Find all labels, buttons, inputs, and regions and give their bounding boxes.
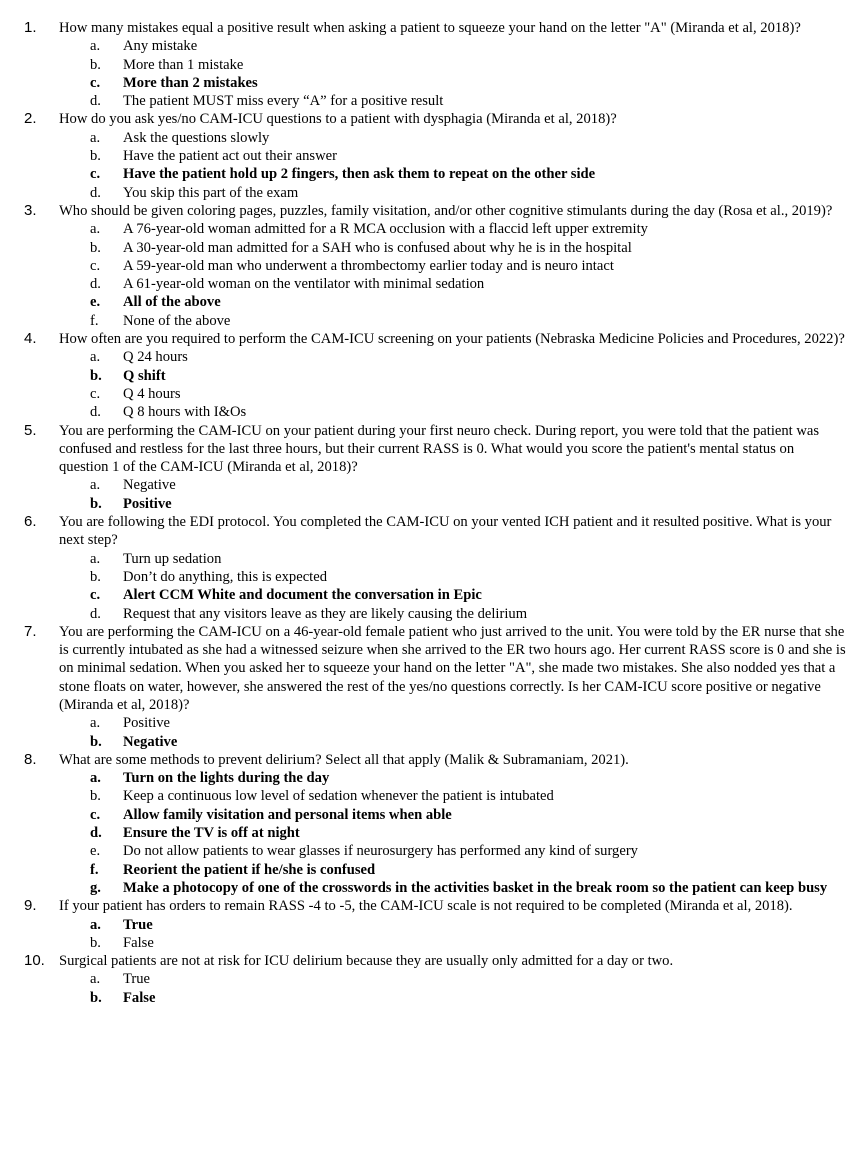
option-letter: d. bbox=[90, 605, 101, 622]
answer-option bbox=[24, 92, 846, 110]
answer-option-correct bbox=[24, 916, 846, 934]
answer-option bbox=[24, 348, 846, 366]
option-letter: c. bbox=[90, 385, 101, 402]
option-text: Q 4 hours bbox=[123, 385, 181, 402]
option-text: None of the above bbox=[123, 312, 231, 329]
option-text: A 76-year-old woman admitted for a R MCA occlusion with a flaccid left upper extremity bbox=[123, 221, 648, 238]
answer-option bbox=[24, 147, 846, 165]
answer-option-correct bbox=[24, 495, 846, 513]
answer-options bbox=[24, 220, 846, 330]
question-row bbox=[24, 330, 846, 348]
answer-option bbox=[24, 934, 846, 952]
question-1 bbox=[24, 19, 846, 110]
option-text: Allow family visitation and personal items when able bbox=[123, 806, 452, 823]
answer-option-correct bbox=[24, 733, 846, 751]
option-letter: a. bbox=[90, 770, 101, 787]
option-text: Reorient the patient if he/she is confused bbox=[123, 861, 376, 878]
option-text: Negative bbox=[123, 477, 176, 494]
question-number: 10. bbox=[24, 952, 45, 970]
option-text: Request that any visitors leave as they are likely causing the delirium bbox=[123, 605, 528, 622]
answer-options bbox=[24, 970, 846, 1007]
answer-option-correct bbox=[24, 367, 846, 385]
option-text: A 30-year-old man admitted for a SAH who is confused about why he is in the hospital bbox=[123, 239, 632, 256]
answer-options bbox=[24, 550, 846, 623]
question-number: 5. bbox=[24, 421, 37, 439]
question-4 bbox=[24, 330, 846, 421]
option-letter: c. bbox=[90, 166, 101, 183]
option-text: Do not allow patients to wear glasses if neurosurgery has performed any kind of surgery bbox=[123, 843, 638, 860]
question-row bbox=[24, 897, 846, 915]
option-letter: b. bbox=[90, 568, 101, 585]
answer-option bbox=[24, 239, 846, 257]
answer-option bbox=[24, 220, 846, 238]
question-row bbox=[24, 422, 846, 477]
option-letter: f. bbox=[90, 861, 99, 878]
answer-option bbox=[24, 385, 846, 403]
option-text: Ensure the TV is off at night bbox=[123, 825, 300, 842]
answer-option bbox=[24, 184, 846, 202]
question-number: 6. bbox=[24, 513, 37, 531]
question-row bbox=[24, 202, 846, 220]
question-text: You are performing the CAM-ICU on a 46-year-old female patient who just arrived to the unit. You were told by the ER nurse that she is currently intubated as she had a witnessed seizure when she arrived to the ER two hours ago. Her current RASS score is 0 and she is on minimal sedation. When you asked her to squeeze your hand on the letter "A", she made two mistakes. She also nodded yes that a stone floats on water, however, she answered the rest of the yes/no questions correctly. Is her CAM-ICU score positive or negative (Miranda et al, 2018)? bbox=[59, 623, 846, 713]
question-number: 7. bbox=[24, 622, 37, 640]
option-text: False bbox=[123, 934, 154, 951]
option-letter: b. bbox=[90, 495, 102, 512]
option-letter: d. bbox=[90, 825, 102, 842]
question-text: Who should be given coloring pages, puzzles, family visitation, and/or other cognitive stimulants during the day (Rosa et al., 2019)? bbox=[59, 202, 833, 219]
answer-option-correct bbox=[24, 861, 846, 879]
option-letter: a. bbox=[90, 477, 101, 494]
question-text: You are performing the CAM-ICU on your patient during your first neuro check. During report, you were told that the patient was confused and restless for the last three hours, but their current RASS is 0. What would you score the patient's mental status on question 1 of the CAM-ICU (Miranda et al, 2018)? bbox=[59, 422, 820, 476]
option-letter: a. bbox=[90, 38, 101, 55]
question-number: 1. bbox=[24, 19, 37, 36]
option-text: A 59-year-old man who underwent a thrombectomy earlier today and is neuro intact bbox=[123, 257, 614, 274]
answer-options bbox=[24, 714, 846, 751]
answer-options bbox=[24, 348, 846, 421]
question-text: Surgical patients are not at risk for ICU delirium because they are usually only admitted for a day or two. bbox=[59, 953, 674, 970]
option-letter: b. bbox=[90, 989, 102, 1006]
answer-option bbox=[24, 970, 846, 988]
option-text: Turn on the lights during the day bbox=[123, 770, 330, 787]
option-text: More than 2 mistakes bbox=[123, 74, 258, 91]
option-letter: c. bbox=[90, 806, 101, 823]
question-row bbox=[24, 110, 846, 128]
option-letter: g. bbox=[90, 879, 101, 896]
question-text: How many mistakes equal a positive result when asking a patient to squeeze your hand on the letter "A" (Miranda et al, 2018)? bbox=[59, 20, 801, 36]
question-row bbox=[24, 19, 846, 37]
option-letter: c. bbox=[90, 257, 101, 274]
question-number: 8. bbox=[24, 750, 37, 768]
option-letter: d. bbox=[90, 184, 101, 201]
answer-option-correct bbox=[24, 879, 846, 897]
option-letter: c. bbox=[90, 74, 101, 91]
question-row bbox=[24, 751, 846, 769]
answer-option bbox=[24, 129, 846, 147]
question-6 bbox=[24, 513, 846, 623]
question-number: 2. bbox=[24, 110, 37, 128]
option-letter: b. bbox=[90, 239, 101, 256]
option-letter: d. bbox=[90, 93, 101, 110]
question-8 bbox=[24, 751, 846, 897]
option-letter: b. bbox=[90, 148, 101, 165]
option-text: More than 1 mistake bbox=[123, 56, 244, 73]
question-number: 9. bbox=[24, 897, 37, 915]
question-3 bbox=[24, 202, 846, 330]
question-text: How often are you required to perform the CAM-ICU screening on your patients (Nebraska Medicine Policies and Procedures, 2022)? bbox=[59, 331, 845, 348]
answer-option bbox=[24, 605, 846, 623]
answer-options bbox=[24, 37, 846, 110]
question-2 bbox=[24, 110, 846, 201]
option-text: The patient MUST miss every “A” for a positive result bbox=[123, 93, 444, 110]
option-text: False bbox=[123, 989, 156, 1006]
question-number: 3. bbox=[24, 201, 37, 219]
option-letter: a. bbox=[90, 221, 101, 238]
question-5 bbox=[24, 422, 846, 513]
option-text: Ask the questions slowly bbox=[123, 129, 270, 146]
option-text: Don’t do anything, this is expected bbox=[123, 568, 328, 585]
option-text: Make a photocopy of one of the crosswords in the activities basket in the break room so the patient can keep busy bbox=[123, 879, 828, 896]
answer-option-correct bbox=[24, 806, 846, 824]
option-letter: b. bbox=[90, 934, 101, 951]
option-letter: a. bbox=[90, 129, 101, 146]
answer-option-correct bbox=[24, 989, 846, 1007]
option-text: Q shift bbox=[123, 367, 166, 384]
answer-option bbox=[24, 842, 846, 860]
question-text: You are following the EDI protocol. You completed the CAM-ICU on your vented ICH patient and it resulted positive. What is your next step? bbox=[59, 514, 832, 549]
option-text: Q 24 hours bbox=[123, 349, 188, 366]
question-10 bbox=[24, 952, 846, 1007]
question-7 bbox=[24, 623, 846, 751]
answer-option-correct bbox=[24, 769, 846, 787]
option-letter: a. bbox=[90, 349, 101, 366]
answer-options bbox=[24, 129, 846, 202]
answer-option bbox=[24, 56, 846, 74]
option-text: True bbox=[123, 971, 151, 988]
option-letter: a. bbox=[90, 550, 101, 567]
option-text: True bbox=[123, 916, 153, 933]
option-text: A 61-year-old woman on the ventilator with minimal sedation bbox=[123, 276, 485, 293]
answer-option-correct bbox=[24, 824, 846, 842]
answer-option-correct bbox=[24, 74, 846, 92]
option-letter: b. bbox=[90, 367, 102, 384]
option-letter: f. bbox=[90, 312, 99, 329]
option-text: Any mistake bbox=[123, 38, 198, 55]
answer-option bbox=[24, 275, 846, 293]
question-text: If your patient has orders to remain RASS -4 to -5, the CAM-ICU scale is not required to be completed (Miranda et al, 2018). bbox=[59, 898, 793, 915]
option-letter: c. bbox=[90, 587, 101, 604]
answer-option bbox=[24, 476, 846, 494]
answer-option-correct bbox=[24, 165, 846, 183]
option-text: Have the patient hold up 2 fingers, then ask them to repeat on the other side bbox=[123, 166, 596, 183]
answer-option bbox=[24, 714, 846, 732]
question-row bbox=[24, 623, 846, 714]
answer-option bbox=[24, 257, 846, 275]
option-letter: b. bbox=[90, 733, 102, 750]
option-text: Have the patient act out their answer bbox=[123, 148, 337, 165]
option-text: Negative bbox=[123, 733, 178, 750]
option-letter: d. bbox=[90, 276, 101, 293]
option-text: You skip this part of the exam bbox=[123, 184, 299, 201]
answer-option-correct bbox=[24, 586, 846, 604]
question-9 bbox=[24, 897, 846, 952]
answer-options bbox=[24, 476, 846, 513]
option-letter: e. bbox=[90, 294, 101, 311]
answer-option-correct bbox=[24, 293, 846, 311]
option-text: All of the above bbox=[123, 294, 221, 311]
answer-option bbox=[24, 37, 846, 55]
option-letter: a. bbox=[90, 715, 101, 732]
option-letter: a. bbox=[90, 971, 101, 988]
answer-options bbox=[24, 769, 846, 897]
option-text: Q 8 hours with I&Os bbox=[123, 404, 247, 421]
question-row bbox=[24, 952, 846, 970]
question-number: 4. bbox=[24, 330, 37, 348]
option-letter: e. bbox=[90, 843, 101, 860]
option-letter: d. bbox=[90, 404, 101, 421]
option-letter: a. bbox=[90, 916, 101, 933]
answer-option bbox=[24, 787, 846, 805]
question-text: What are some methods to prevent delirium? Select all that apply (Malik & Subramaniam, 2021). bbox=[59, 751, 629, 768]
option-text: Keep a continuous low level of sedation whenever the patient is intubated bbox=[123, 788, 554, 805]
option-letter: b. bbox=[90, 788, 101, 805]
option-letter: b. bbox=[90, 56, 101, 73]
option-text: Turn up sedation bbox=[123, 550, 222, 567]
answer-option bbox=[24, 403, 846, 421]
option-text: Positive bbox=[123, 715, 171, 732]
answer-option bbox=[24, 568, 846, 586]
question-text: How do you ask yes/no CAM-ICU questions to a patient with dysphagia (Miranda et al, 2018)? bbox=[59, 111, 617, 128]
answer-option bbox=[24, 312, 846, 330]
question-row bbox=[24, 513, 846, 550]
option-text: Positive bbox=[123, 495, 172, 512]
answer-options bbox=[24, 916, 846, 953]
option-text: Alert CCM White and document the conversation in Epic bbox=[123, 587, 482, 604]
answer-option bbox=[24, 550, 846, 568]
